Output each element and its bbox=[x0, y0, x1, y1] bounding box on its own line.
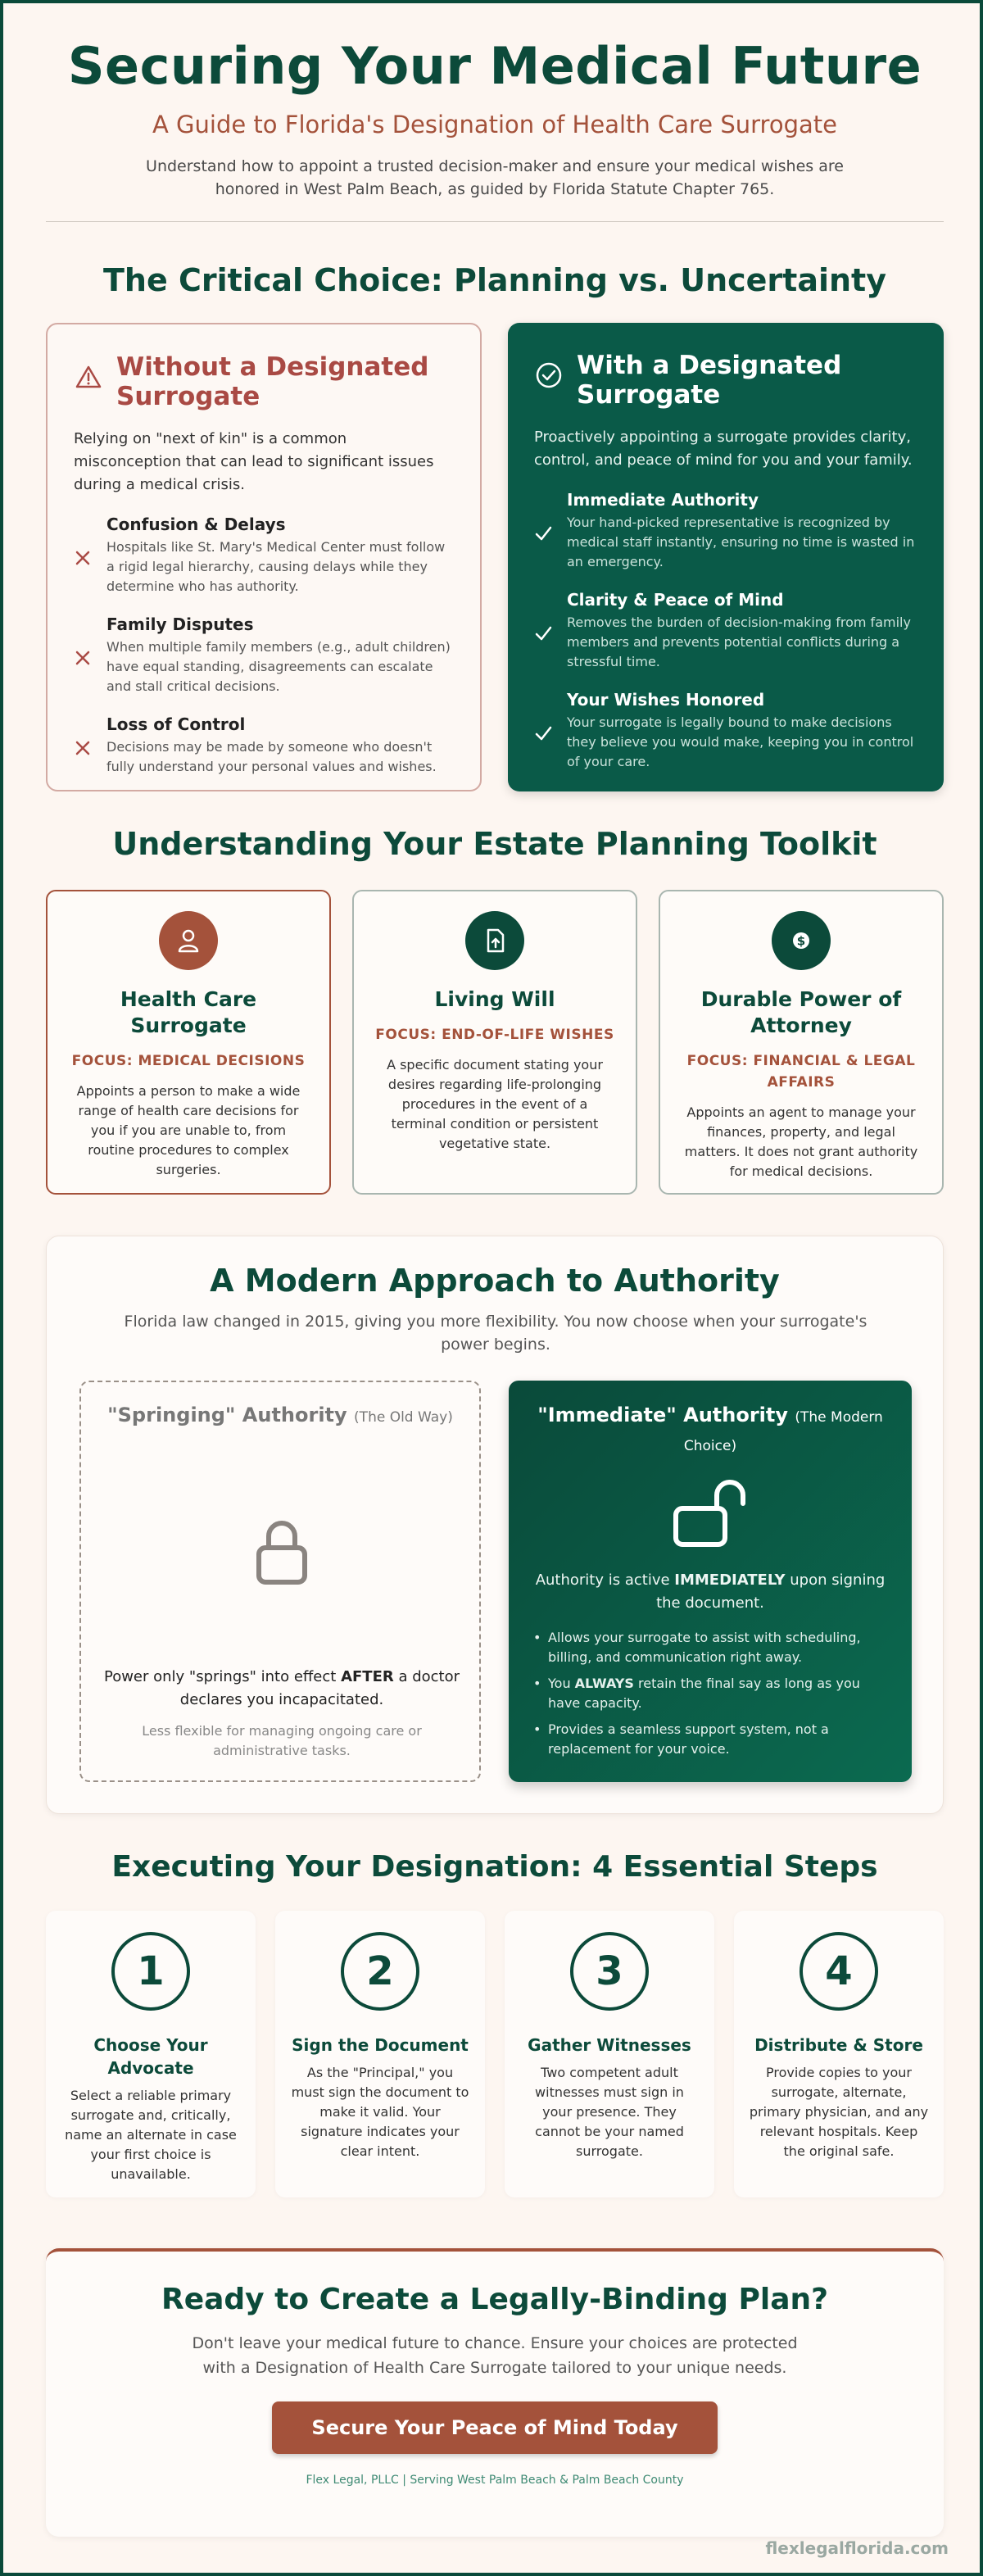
toolkit-card-text: Appoints an agent to manage your finances, property, and legal matters. It does not grant authority for medical decisions. bbox=[684, 1104, 918, 1179]
step-number: 1 bbox=[111, 1932, 190, 2011]
cta-title: Ready to Create a Legally-Binding Plan? bbox=[161, 2283, 829, 2316]
springing-tag: (The Old Way) bbox=[354, 1409, 453, 1426]
list-item bbox=[74, 615, 454, 696]
springing-text bbox=[102, 1666, 461, 1712]
modern-title: A Modern Approach to Authority bbox=[210, 1263, 780, 1299]
toolkit-card-focus: FOCUS: FINANCIAL & LEGAL AFFAIRS bbox=[686, 1053, 916, 1091]
toolkit-card-text: A specific document stating your desires regarding life-prolonging procedures in the event of a terminal condition or persistent vegetative state. bbox=[387, 1057, 603, 1151]
immediate-title-text: "Immediate" Authority bbox=[537, 1404, 789, 1426]
step-text: Select a reliable primary surrogate and, critically, name an alternate in case your first choice is unavailable. bbox=[65, 2088, 237, 2182]
page-subtitle: A Guide to Florida's Designation of Health Care Surrogate bbox=[152, 111, 837, 138]
cta-panel bbox=[46, 2248, 944, 2537]
step-text: Provide copies to your surrogate, alternate, primary physician, and any relevant hospitals. Keep the original safe. bbox=[749, 2065, 929, 2159]
list-item: • Provides a seamless support system, not a replacement for your voice. bbox=[530, 1720, 890, 1759]
item-text: Decisions may be made by someone who doesn't fully understand your personal values and wishes. bbox=[106, 739, 437, 774]
step-card bbox=[505, 1911, 714, 2197]
item-title: Your Wishes Honored bbox=[567, 690, 765, 710]
step-text: Two competent adult witnesses must sign in your presence. They cannot be your named surrogate. bbox=[535, 2065, 684, 2159]
immediate-text bbox=[530, 1569, 890, 1615]
x-icon bbox=[74, 619, 92, 696]
step-title: Distribute & Store bbox=[754, 2035, 923, 2055]
springing-title-text: "Springing" Authority bbox=[107, 1404, 347, 1426]
springing-text-post: a doctor declares you incapacitated. bbox=[179, 1668, 460, 1708]
item-text: Your hand-picked representative is recognized by medical staff instantly, ensuring no time is wasted in an emergency. bbox=[567, 515, 915, 569]
item-text: Removes the burden of decision-making from family members and prevents potential conflicts during a stressful time. bbox=[567, 615, 911, 669]
step-card bbox=[46, 1911, 256, 2197]
springing-text-pre: Power only "springs" into effect bbox=[103, 1668, 342, 1685]
toolkit-card-text: Appoints a person to make a wide range of health care decisions for you if you are unable to, from routine procedures to complex surgeries. bbox=[76, 1083, 301, 1177]
list-item bbox=[530, 1674, 890, 1713]
immediate-authority-card bbox=[509, 1381, 912, 1782]
item-title: Family Disputes bbox=[106, 615, 254, 634]
toolkit-title: Understanding Your Estate Planning Toolkit bbox=[112, 826, 877, 862]
step-card bbox=[275, 1911, 485, 2197]
with-surrogate-card bbox=[508, 323, 944, 791]
list-item: • Allows your surrogate to assist with scheduling, billing, and communication right away. bbox=[530, 1628, 890, 1667]
immediate-text-pre: Authority is active bbox=[535, 1571, 675, 1589]
page-intro: Understand how to appoint a trusted decision-maker and ensure your medical wishes are honored in West Palm Beach, as guided by Florida Statute Chapter 765. bbox=[146, 157, 844, 198]
without-intro: Relying on "next of kin" is a common misconception that can lead to significant issues during a medical crisis. bbox=[74, 430, 434, 493]
site-url[interactable]: flexlegalflorida.com bbox=[765, 2538, 949, 2558]
item-text: Hospitals like St. Mary's Medical Center must follow a rigid legal hierarchy, causing delays while they determine who has authority. bbox=[106, 539, 446, 594]
toolkit-card-focus: FOCUS: MEDICAL DECISIONS bbox=[71, 1053, 306, 1069]
dollar-icon bbox=[772, 911, 831, 970]
svg-text:$: $ bbox=[796, 933, 806, 949]
list-item bbox=[534, 490, 917, 572]
toolkit-card-title: Health Care Surrogate bbox=[120, 987, 257, 1037]
bullet-bold: ALWAYS bbox=[574, 1676, 634, 1691]
x-icon bbox=[74, 719, 92, 777]
hero bbox=[3, 36, 983, 201]
lock-icon bbox=[249, 1512, 315, 1594]
person-icon bbox=[159, 911, 218, 970]
toolkit-card-living-will bbox=[352, 890, 637, 1195]
immediate-tag: (The Modern Choice) bbox=[683, 1409, 883, 1454]
toolkit-card-surrogate bbox=[46, 890, 331, 1195]
without-surrogate-card bbox=[46, 323, 482, 791]
modern-approach-panel bbox=[46, 1236, 944, 1814]
with-heading: With a Designated Surrogate bbox=[577, 351, 842, 410]
toolkit-card-focus: FOCUS: END-OF-LIFE WISHES bbox=[375, 1027, 614, 1043]
without-heading: Without a Designated Surrogate bbox=[116, 352, 429, 411]
item-title: Immediate Authority bbox=[567, 490, 759, 510]
springing-title bbox=[102, 1404, 458, 1426]
item-title: Confusion & Delays bbox=[106, 515, 286, 534]
toolkit-card-title: Living Will bbox=[434, 987, 555, 1011]
step-title: Choose Your Advocate bbox=[93, 2035, 208, 2078]
item-title: Clarity & Peace of Mind bbox=[567, 590, 784, 610]
step-number: 4 bbox=[800, 1932, 878, 2011]
bullet-pre: You bbox=[548, 1676, 575, 1691]
page-title: Securing Your Medical Future bbox=[67, 36, 922, 96]
list-item bbox=[74, 714, 454, 777]
item-text: When multiple family members (e.g., adult children) have equal standing, disagreements can escalate and stall critical decisions. bbox=[106, 639, 451, 694]
with-intro: Proactively appointing a surrogate provides clarity, control, and peace of mind for you and your family. bbox=[534, 429, 913, 469]
divider bbox=[46, 221, 944, 222]
checkmark-icon bbox=[534, 695, 552, 772]
list-item bbox=[74, 515, 454, 596]
list-item bbox=[534, 690, 917, 772]
x-icon bbox=[74, 519, 92, 596]
springing-text-bold: AFTER bbox=[341, 1668, 394, 1685]
immediate-list bbox=[530, 1628, 890, 1766]
compare-title: The Critical Choice: Planning vs. Uncertainty bbox=[103, 262, 886, 298]
steps-title: Executing Your Designation: 4 Essential Steps bbox=[111, 1850, 878, 1884]
step-title: Sign the Document bbox=[292, 2035, 469, 2055]
step-title: Gather Witnesses bbox=[528, 2035, 691, 2055]
immediate-text-post: upon signing the document. bbox=[656, 1571, 886, 1612]
toolkit-card-poa bbox=[659, 890, 944, 1195]
document-icon bbox=[465, 911, 524, 970]
immediate-text-bold: IMMEDIATELY bbox=[674, 1571, 786, 1589]
cta-button[interactable]: Secure Your Peace of Mind Today bbox=[272, 2401, 718, 2454]
springing-note: Less flexible for managing ongoing care or administrative tasks. bbox=[142, 1723, 422, 1758]
checkmark-icon bbox=[534, 595, 552, 672]
modern-subtitle: Florida law changed in 2015, giving you more flexibility. You now choose when your surrogate's power begins. bbox=[124, 1313, 867, 1354]
cta-text: Don't leave your medical future to chance. Ensure your choices are protected with a Designation of Health Care Surrogate tailored to your unique needs. bbox=[192, 2334, 798, 2377]
step-card bbox=[734, 1911, 944, 2197]
springing-authority-card bbox=[79, 1381, 481, 1782]
item-title: Loss of Control bbox=[106, 714, 246, 734]
checkmark-icon bbox=[534, 495, 552, 572]
step-number: 3 bbox=[570, 1932, 649, 2011]
immediate-title bbox=[530, 1402, 890, 1459]
list-item bbox=[534, 590, 917, 672]
check-circle-icon bbox=[534, 361, 564, 390]
cta-footer: Flex Legal, PLLC | Serving West Palm Beach & Palm Beach County bbox=[306, 2474, 684, 2487]
unlock-icon bbox=[669, 1472, 751, 1554]
warning-icon bbox=[74, 362, 103, 392]
bullet-post: retain the final say as long as you have capacity. bbox=[548, 1676, 860, 1711]
step-number: 2 bbox=[341, 1932, 419, 2011]
item-text: Your surrogate is legally bound to make decisions they believe you would make, keeping you in control of your care. bbox=[567, 714, 914, 769]
toolkit-card-title: Durable Power of Attorney bbox=[700, 987, 902, 1037]
step-text: As the "Principal," you must sign the document to make it valid. Your signature indicates your clear intent. bbox=[291, 2065, 469, 2159]
